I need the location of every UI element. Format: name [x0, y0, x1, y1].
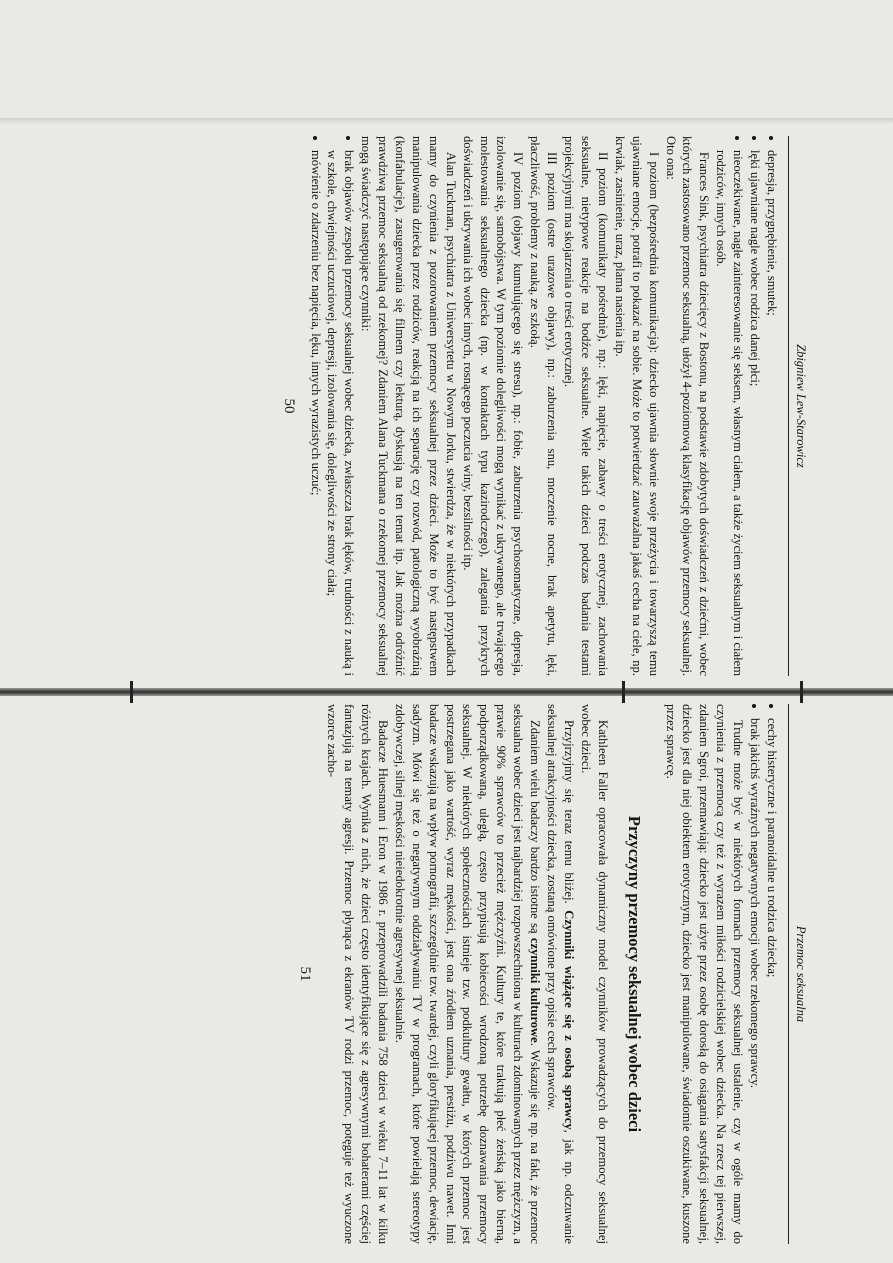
paragraph: II poziom (komunikaty pośrednie), np.: lęki, napięcie, zabawy o treści erotycznej, zachowania seksualne, nietypowe reakcje na bodźce seksualne. Wiele takich dzieci podczas badania testami projekcyjnymi ma skojarzenia o treści erotycznej. — [562, 136, 610, 676]
page-51-frame — [108, 700, 808, 1248]
section-title: Przyczyny przemocy seksualnej wobec dzieci — [624, 815, 644, 1133]
text-run: . Wskazuje się np. na fakt, że przemoc seksualna wobec dzieci jest najbardziej rozpowszechniona w kulturach zdominowanych przez mężczyzn, a prawie 90% sprawców to przecież mężczyźni. Kultury te, które traktują płeć żeńską jako bierną, podporządkowaną, uległą, często przypisują kobiecości wrodzoną potrzebę doznawania przemocy seksualnej. W niektórych społecznościach istnieje tzw. podkultury gwałtu, w których przemoc jest postrzegana jako wartość, wyraz męskości, jest ona źródłem uznania, prestiżu, podziwu nawet. Inni badacze wskazują na wpływ pornografii, szczególnie tzw. twardej, czyli gloryfikującej przemoc, dewiację, sadyzm. Mówi się też o negatywnym oddziaływaniu TV w programach, które powielają stereotypy zdobywczej, silnej męskości nieiedokrotnie agresywnej seksualnie. — [392, 704, 543, 1245]
page-number: 50 — [280, 398, 297, 414]
paragraph: Kathleen Faller opracowała dynamiczny model czynników prowadzących do przemocy seksualnej wobec dzieci. — [578, 704, 610, 1244]
emphasis: Czynniki wiążące się z osobą sprawcy — [561, 910, 576, 1130]
paragraph — [543, 704, 577, 1244]
text-run: Przyjrzyjmy się teraz temu bliżej. — [561, 720, 576, 911]
list-item: • cechy histeryczne i paranoidalne u rodzica dziecka; — [763, 718, 780, 1244]
text-run: , jak np. odczuwanie seksualnej atrakcyjności dziecka, zostaną omówione przy opisie cech sprawców. — [545, 704, 576, 1244]
paragraph: Trudne może być w niektórych formach przemocy seksualnej ustalenie, czy w ogóle mamy do czynienia z przemocą czy też z wyrazem miłości rodzicielskiej wobec dziecka. Na rzecz tej pierwszej, zdaniem Sgroi, przemawiają: dziecko jest użyte przez osobę dorosłą do osiągania satysfakcji seksualnej, dziecko jest dla niej obiektem erotycznym, dziecko jest manipulowane, świadomie oszukiwane, kuszone przez sprawcę. — [663, 704, 746, 1244]
page-51-body — [296, 704, 780, 1244]
page-50-content — [108, 132, 808, 680]
list-item: • depresja, przygnębienie, smutek; — [763, 150, 780, 676]
paragraph: IV poziom (objawy kumulującego się stresu), np.: fobie, zaburzenia psychosomatyczne, depresja, izolowanie się, samobójstwa. W tym poziomie dolegliwości mogą wynikać z ukrywanego, ale trwającego molestowania seksualnego dziecka (np. w kontaktach typu kazirodczego), zalegania przykrych doświadczeń i ukrywania ich wobec innych, rosnącego poczucia winy, bezsilności itp. — [460, 136, 526, 676]
emphasis: czynniki kulturowe — [528, 937, 543, 1043]
running-head: Przemoc seksualna — [788, 704, 808, 1244]
paragraph — [391, 704, 543, 1244]
paragraph: Alan Tuckman, psychiatra z Uniwersytetu w Nowym Jorku, stwierdza, że w niektórych przypadkach mamy do czynienia z pozorowaniem przemocy seksualnej przez dzieci. Może to być następstwem manipulowania dziecka przez rodziców, reakcją na ich separację czy rozwód, patologiczną wyobraźnią (konfabulacje), zasugerowania się filmem czy lekturą, dyskusją na ten temat itp. Jak można odróżnić prawdziwą przemoc seksualną od rzekomej? Zdaniem Alana Tuckmana o rzekomej przemocy seksualnej mogą świadczyć następujące czynniki: — [359, 136, 458, 676]
page-number: 51 — [297, 966, 314, 982]
text-run: Zdaniem wielu badaczy bardzo istotne są — [528, 720, 543, 938]
page-50-body — [280, 136, 780, 676]
list-item: • brak objawów zespołu przemocy seksualnej wobec dziecka, zwłaszcza brak lęków, trudności z nauką i w szkole, chwiejności uczuciowej, depresji, izolowania się, dolegliwości ze strony ciała; — [324, 150, 358, 676]
paragraph: III poziom (ostre urazowe objawy), np.: zaburzenia snu, moczenie nocne, brak apetytu, lęki, płaczliwość, problemy z nauką, ze szkołą. — [528, 136, 560, 676]
running-head: Zbigniew Lew-Starowicz — [788, 136, 808, 676]
list-item: • brak jakichś wyraźnych negatywnych emocji wobec rzekomego sprawcy. — [746, 718, 763, 1244]
paragraph: I poziom (bezpośrednia komunikacja): dziecko ujawnia słownie swoje przeżycia i towarzyszą temu ujawniane emocje, potrafi to pokazać na sobie. Może to potwierdzać zauważalna jakaś cecha na ciele, np. krwiak, zasinienie, uraz, plama nasienia itp. — [612, 136, 661, 676]
list-item: • lęki ujawniane nagle wobec rodzica danej płci; — [746, 150, 763, 676]
paragraph: Badacze Huesmann i Eron w 1986 r. przeprowadzili badania 758 dzieci w wieku 7–11 lat w kilku różnych krajach. Wynika z nich, że dzieci często identyfikujące się z agresywnymi bohaterami częściej fantazjują na tematy agresji. Przemoc płynąca z ekranów TV rodzi przemoc, potęguje też wyuczone wzorce zacho- — [325, 704, 390, 1244]
page-51-content — [108, 700, 808, 1248]
paragraph: Frances Sink, psychiatra dziecięcy z Bostonu, na podstawie zdobytych doświadczeń z dziećmi, wobec których zastosowano przemoc seksualną, ułożył 4-poziomową klasyfikację objawów przemocy seksualnej. Oto ona: — [663, 136, 712, 676]
list-item: • nieoczekiwane, nagłe zainteresowanie się seksem, własnym ciałem, a także życiem seksualnym i ciałem rodziców, innych osób. — [712, 150, 746, 676]
list-item: • mówienie o zdarzeniu bez napięcia, lęku, innych wyrazistych uczuć; — [307, 150, 324, 676]
page-50-frame — [108, 132, 808, 680]
